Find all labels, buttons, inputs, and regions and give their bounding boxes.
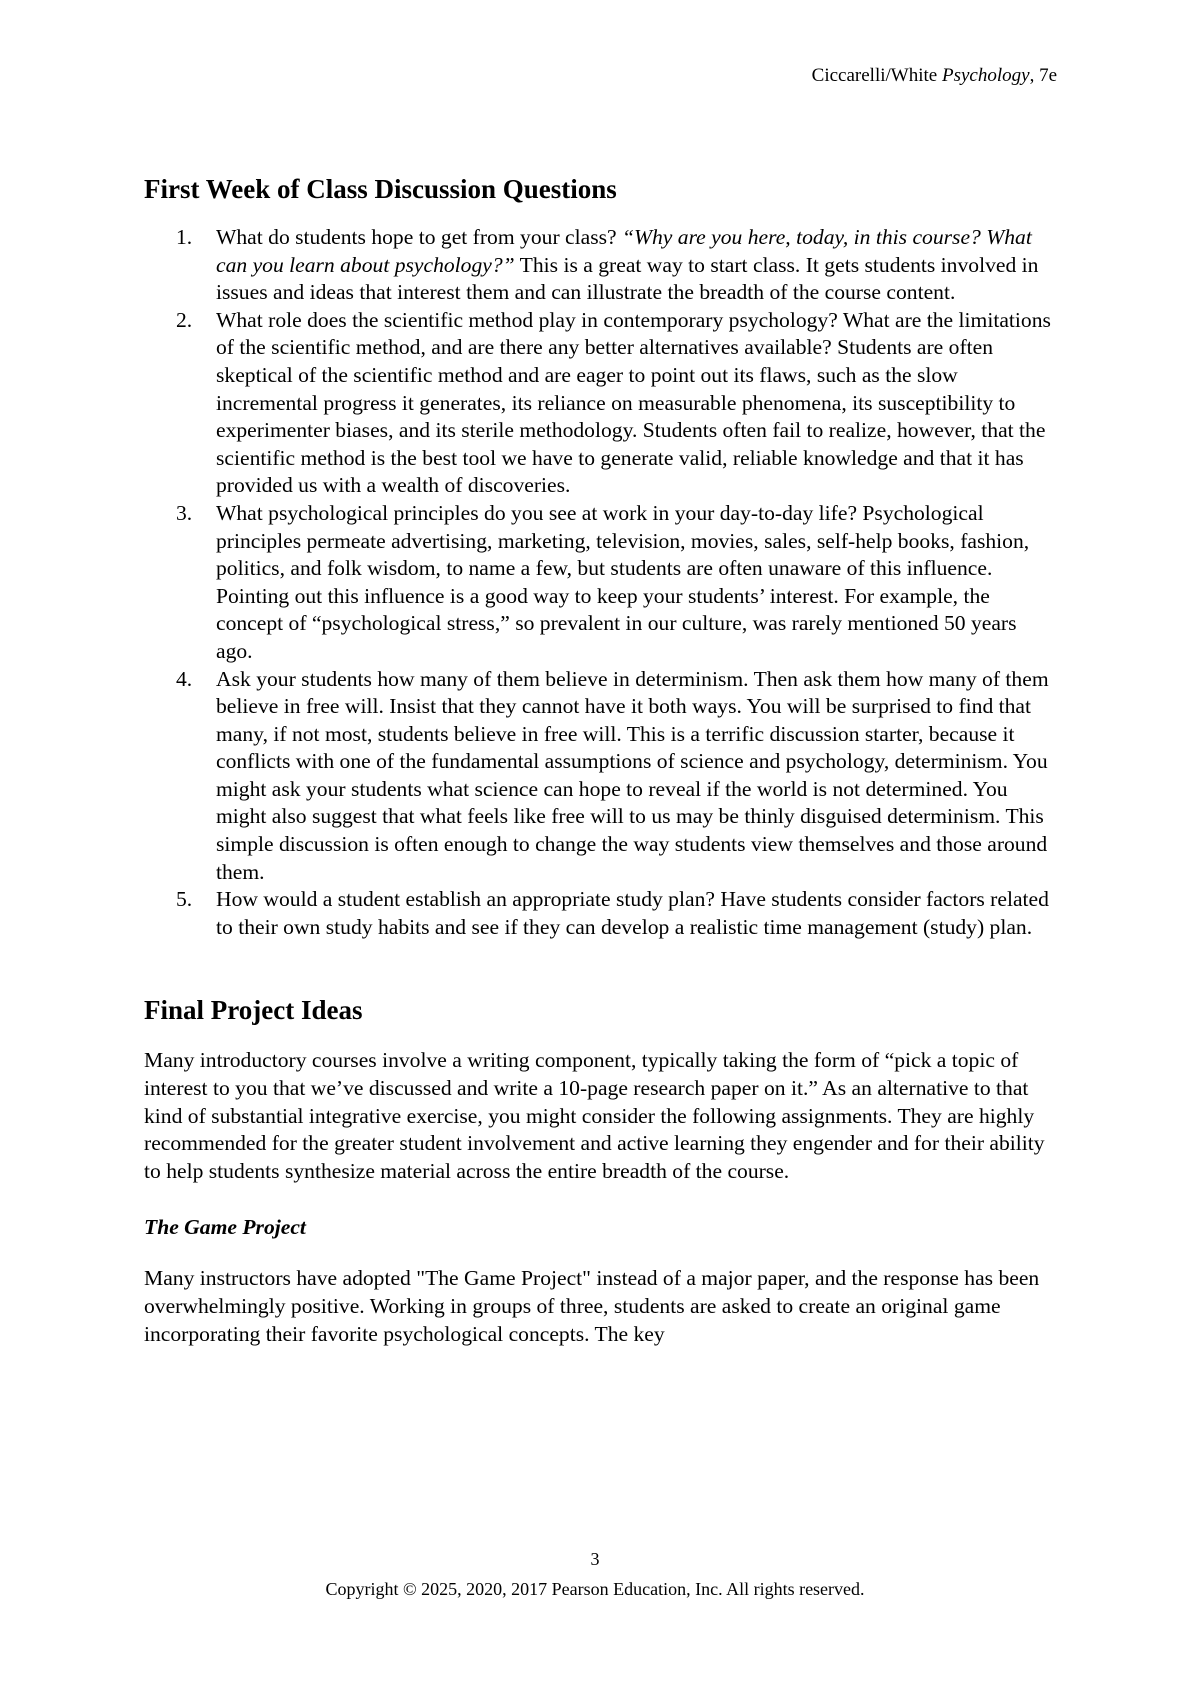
game-project-paragraph: Many instructors have adopted "The Game Project" instead of a major paper, and the response has been overwhelmingly positive. Working in groups of three, students are asked to create an original game incorporating their favorite psychological concepts. The key: [144, 1266, 1040, 1346]
header-author: Ciccarelli/White: [811, 65, 942, 86]
question-rest: This is a great way to start class. It gets students involved in issues and ideas that interest them and can illustrate the breadth of the course content.: [216, 252, 1039, 305]
discussion-questions-heading: First Week of Class Discussion Questions: [144, 174, 617, 204]
page-number: 3: [590, 1549, 600, 1569]
final-project-heading: Final Project Ideas: [144, 995, 363, 1026]
question-number: 4.: [176, 666, 193, 691]
final-project-paragraph: Many introductory courses involve a writing component, typically taking the form of “pick a topic of interest to you that we’ve discussed and write a 10-page research paper on it.” As an alternative to that kind of substantial integrative exercise, you might consider the following assignments. They are highly recommended for the greater student involvement and active learning they engender and for their ability to help students synthesize material across the entire breadth of the course.: [144, 1048, 1045, 1183]
question-item-2: [144, 307, 1056, 500]
question-lead: What do students hope to get from your class?: [216, 225, 622, 249]
question-text: What psychological principles do you see at work in your day-to-day life? Psychological principles permeate advertising, marketing, television, movies, sales, self-help books, fashion, politics, and folk wisdom, to name a few, but students are often unaware of this influence. Pointing out this influence is a good way to keep your students’ interest. For example, the concept of “psychological stress,” so prevalent in our culture, was rarely mentioned 50 years ago.: [216, 500, 1030, 663]
question-number: 1.: [176, 225, 193, 249]
page-content: [144, 172, 1056, 1348]
game-project-heading: The Game Project: [144, 1215, 306, 1240]
question-item-4: [144, 666, 1056, 887]
copyright-footer: Copyright © 2025, 2020, 2017 Pearson Education, Inc. All rights reserved.: [325, 1579, 865, 1599]
question-item-1: [144, 224, 1056, 307]
question-text: How would a student establish an appropriate study plan? Have students consider factors related to their own study habits and see if they can develop a realistic time management (study) plan.: [216, 887, 1049, 939]
question-number: 2.: [176, 307, 193, 332]
question-number: 5.: [176, 887, 193, 912]
running-header: [812, 64, 1057, 88]
question-number: 3.: [176, 500, 193, 525]
question-item-5: [144, 886, 1056, 941]
question-text: What role does the scientific method play in contemporary psychology? What are the limitations of the scientific method, and are there any better alternatives available? Students are often skeptical of the scientific method and are eager to point out its flaws, such as the slow incremental progress it generates, its reliance on measurable phenomena, its susceptibility to experimenter biases, and its sterile methodology. Students often fail to realize, however, that the scientific method is the best tool we have to generate valid, reliable knowledge and that it has provided us with a wealth of discoveries.: [216, 307, 1051, 498]
question-text: Ask your students how many of them believe in determinism. Then ask them how many of them believe in free will. Insist that they cannot have it both ways. You will be surprised to find that many, if not most, students believe in free will. This is a terrific discussion starter, because it conflicts with one of the fundamental assumptions of science and psychology, determinism. You might ask your students what science can hope to reveal if the world is not determined. You might also suggest that what feels like free will to us may be thinly disguised determinism. This simple discussion is often enough to change the way students view themselves and those around them.: [216, 666, 1049, 884]
question-emphasis: “Why are you here, today, in this course? What can you learn about psychology?”: [216, 225, 1032, 277]
discussion-questions-list: [144, 224, 1056, 941]
header-book-title: Psychology: [941, 65, 1030, 86]
question-item-3: [144, 500, 1056, 666]
header-edition: , 7e: [1029, 65, 1057, 86]
